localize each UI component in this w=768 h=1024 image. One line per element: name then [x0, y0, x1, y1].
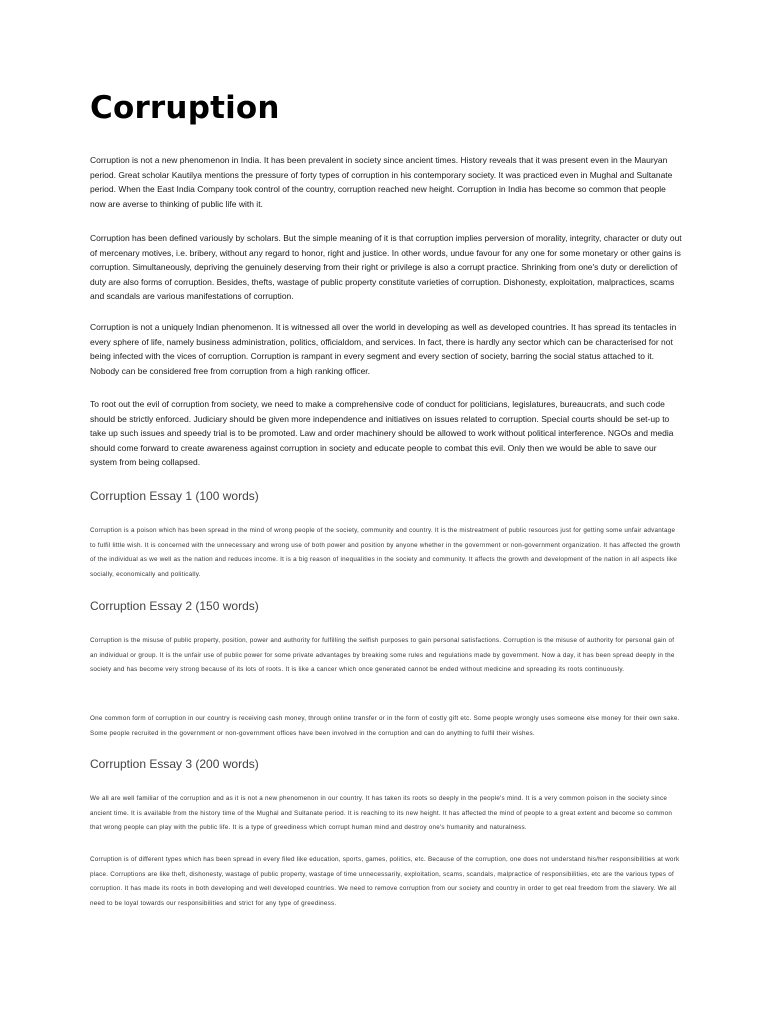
- essay-3-heading: Corruption Essay 3 (200 words): [90, 757, 259, 771]
- essay-2-heading: Corruption Essay 2 (150 words): [90, 599, 259, 613]
- intro-paragraph-2: Corruption has been defined variously by scholars. But the simple meaning of it is that corruption implies perversion of morality, integrity, character or duty out of mercenary motives, i.e. bribery, without any regard to honor, right and justice. In other words, undue favour for any one for some monetary or other gains is corruption. Simultaneously, depriving the genuinely deserving from their right or privilege is also a corrupt practice. Shrinking from one's duty or dereliction of duty are also forms of corruption. Besides, thefts, wastage of public property constitute varieties of corruption. Dishonesty, exploitation, malpractices, scams and scandals are various manifestations of corruption.: [90, 233, 682, 302]
- essay-2-paragraph-2: One common form of corruption in our country is receiving cash money, through online transfer or in the form of costly gift etc. Some people wrongly uses someone else money for their own sake. Some people recruited in the government or non-government offices have been involved in the corruption and can do anything to fulfil their wishes.: [90, 715, 680, 737]
- intro-paragraph-3: Corruption is not a uniquely Indian phenomenon. It is witnessed all over the world in developing as well as developed countries. It has spread its tentacles in every sphere of life, namely business administration, politics, officialdom, and services. In fact, there is hardly any sector which can be characterised for not being infected with the vices of corruption. Corruption is rampant in every segment and every section of society, barring the social status attached to it. Nobody can be considered free from corruption from a high ranking officer.: [90, 322, 677, 376]
- essay-3-paragraph-1: We all are well familiar of the corruption and as it is not a new phenomenon in our country. It has taken its roots so deeply in the people's mind. It is a very common poison in the society since ancient time. It is available from the history time of the Mughal and Sultanate period. It is reaching to its new height. It has affected the mind of people to a great extent and become so common that wrong people can play with the public life. It is a type of greediness which corrupt human mind and destroy one's humanity and naturalness.: [90, 795, 673, 831]
- essay-2-paragraph-1: Corruption is the misuse of public property, position, power and authority for fulfilling the selfish purposes to gain personal satisfactions. Corruption is the misuse of authority for personal gain of an individual or group. It is the unfair use of public power for some private advantages by breaking some rules and regulations made by government. Now a day, it has been spread deeply in the society and has become very strong because of its lots of roots. It is like a cancer which once generated cannot be ended without medicine and spreading its roots continuously.: [90, 637, 675, 673]
- page-title: Corruption: [90, 90, 280, 126]
- essay-1-heading: Corruption Essay 1 (100 words): [90, 489, 259, 503]
- essay-3-paragraph-2: Corruption is of different types which has been spread in every filed like education, sports, games, politics, etc. Because of the corruption, one does not understand his/her responsibilities at work place. Corruptions are like theft, dishonesty, wastage of public property, wastage of time unnecessarily, exploitation, scams, scandals, malpractice of responsibilities, etc are the various types of corruption. It has made its roots in both developing and well developed countries. We need to remove corruption from our society and country in order to get real freedom from the slavery. We all need to be loyal towards our responsibilities and strict for any type of greediness.: [90, 856, 680, 907]
- intro-paragraph-4: To root out the evil of corruption from society, we need to make a comprehensive code of conduct for politicians, legislatures, bureaucrats, and such code should be strictly enforced. Judiciary should be given more independence and initiatives on issues related to corruption. Special courts should be set-up to take up such issues and speedy trial is to be promoted. Law and order machinery should be allowed to work without political interference. NGOs and media should come forward to create awareness against corruption in society and educate people to combat this evil. Only then we would be able to save our system from being collapsed.: [90, 399, 674, 468]
- intro-paragraph-1: Corruption is not a new phenomenon in India. It has been prevalent in society since ancient times. History reveals that it was present even in the Mauryan period. Great scholar Kautilya mentions the pressure of forty types of corruption in his contemporary society. It was practiced even in Mughal and Sultanate period. When the East India Company took control of the country, corruption reached new height. Corruption in India has become so common that people now are averse to thinking of public life with it.: [90, 155, 673, 209]
- essay-1-paragraph-1: Corruption is a poison which has been spread in the mind of wrong people of the society, community and country. It is the mistreatment of public resources just for getting some unfair advantage to fulfil little wish. It is concerned with the unnecessary and wrong use of both power and position by anyone whether in the government or non-government organization. It has affected the growth of the individual as we well as the nation and reduces income. It is a big reason of inequalities in the society and community. It affects the growth and development of the nation in all aspects like socially, economically and politically.: [90, 527, 681, 578]
